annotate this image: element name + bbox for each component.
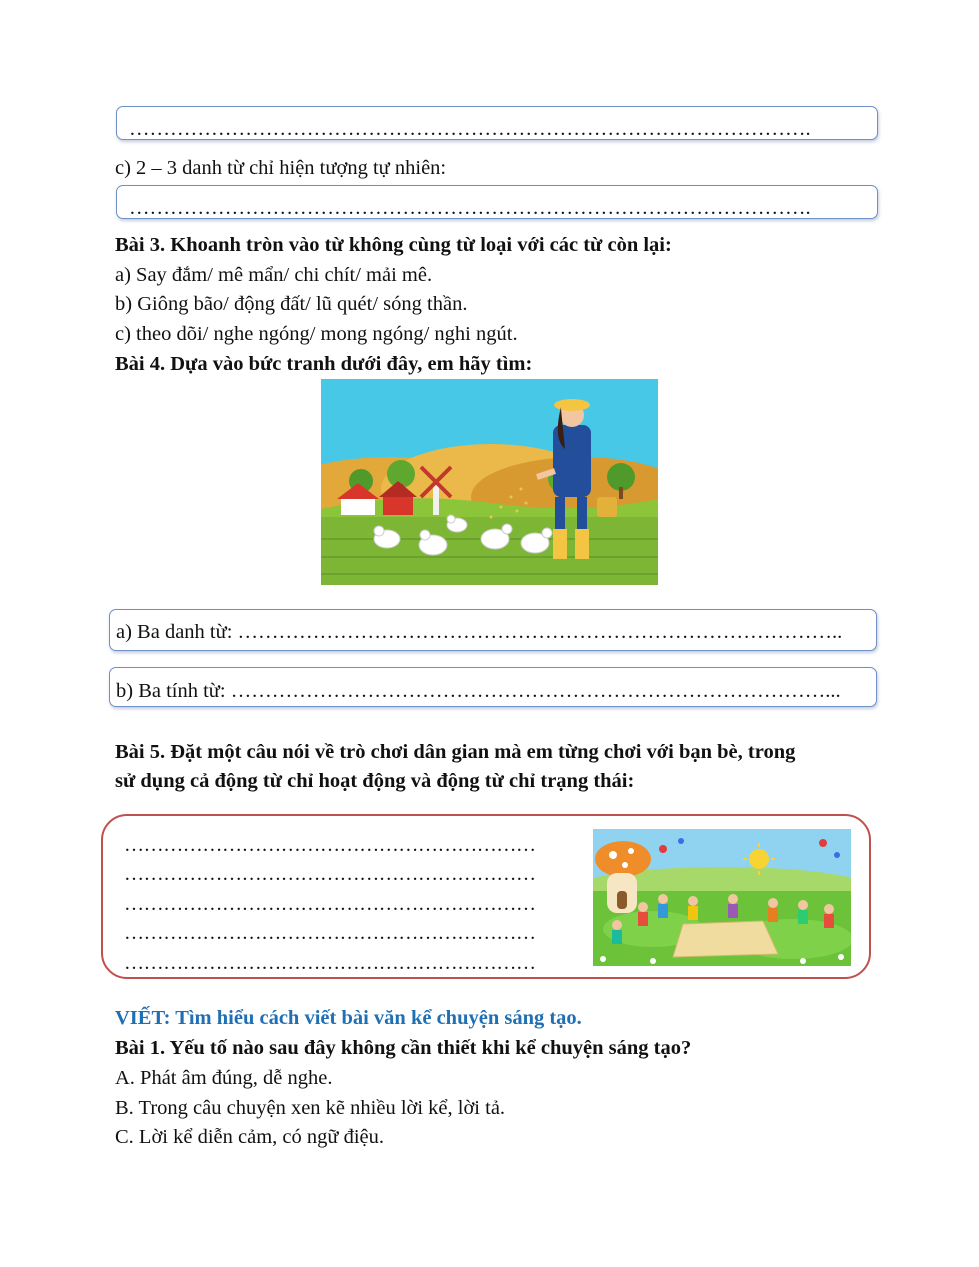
option-b: B. Trong câu chuyện xen kẽ nhiều lời kể, lời tả. (115, 1097, 506, 1119)
folk-game-illustration (593, 829, 851, 966)
option-a: A. Phát âm đúng, dễ nghe. (115, 1067, 333, 1089)
answer-box-1[interactable] (116, 106, 878, 140)
bai4-a: a) Ba danh từ: …………………………………………………………………………….. (116, 621, 843, 643)
answer-dots-2: ………………………………………………………………………………………. (129, 197, 811, 219)
bai5-answer-line[interactable]: ……………………………………………………… (124, 922, 536, 944)
exercise-c-label: c) 2 – 3 danh từ chỉ hiện tượng tự nhiên: (115, 157, 447, 179)
viet-heading: VIẾT: Tìm hiểu cách viết bài văn kể chuyện sáng tạo. (115, 1007, 582, 1029)
answer-box-adjectives[interactable] (109, 667, 877, 707)
bai3-b: b) Giông bão/ động đất/ lũ quét/ sóng thần. (115, 293, 468, 315)
bai5-title-line1: Bài 5. Đặt một câu nói về trò chơi dân gian mà em từng chơi với bạn bè, trong (115, 741, 796, 763)
bai5-answer-line[interactable]: ……………………………………………………… (124, 893, 536, 915)
bai4-title: Bài 4. Dựa vào bức tranh dưới đây, em hãy tìm: (115, 353, 533, 375)
option-c: C. Lời kể diễn cảm, có ngữ điệu. (115, 1126, 385, 1148)
bai3-title: Bài 3. Khoanh tròn vào từ không cùng từ loại với các từ còn lại: (115, 234, 672, 256)
answer-dots-1: ………………………………………………………………………………………. (129, 118, 811, 140)
answer-box-2[interactable] (116, 185, 878, 219)
bai5-answer-line[interactable]: ……………………………………………………… (124, 863, 536, 885)
bai5-title-line2: sử dụng cả động từ chỉ hoạt động và động từ chỉ trạng thái: (115, 770, 635, 792)
answer-box-nouns[interactable] (109, 609, 877, 651)
viet-bai1-title: Bài 1. Yếu tố nào sau đây không cần thiết khi kể chuyện sáng tạo? (115, 1037, 692, 1059)
bai3-c: c) theo dõi/ nghe ngóng/ mong ngóng/ nghi ngút. (115, 323, 518, 345)
farm-illustration (321, 379, 658, 585)
bai3-a: a) Say đắm/ mê mẩn/ chi chít/ mải mê. (115, 264, 433, 286)
bai5-answer-line[interactable]: ……………………………………………………… (124, 952, 536, 974)
bai5-answer-line[interactable]: ……………………………………………………… (124, 834, 536, 856)
bai4-b: b) Ba tính từ: ……………………………………………………………………………... (116, 680, 841, 702)
